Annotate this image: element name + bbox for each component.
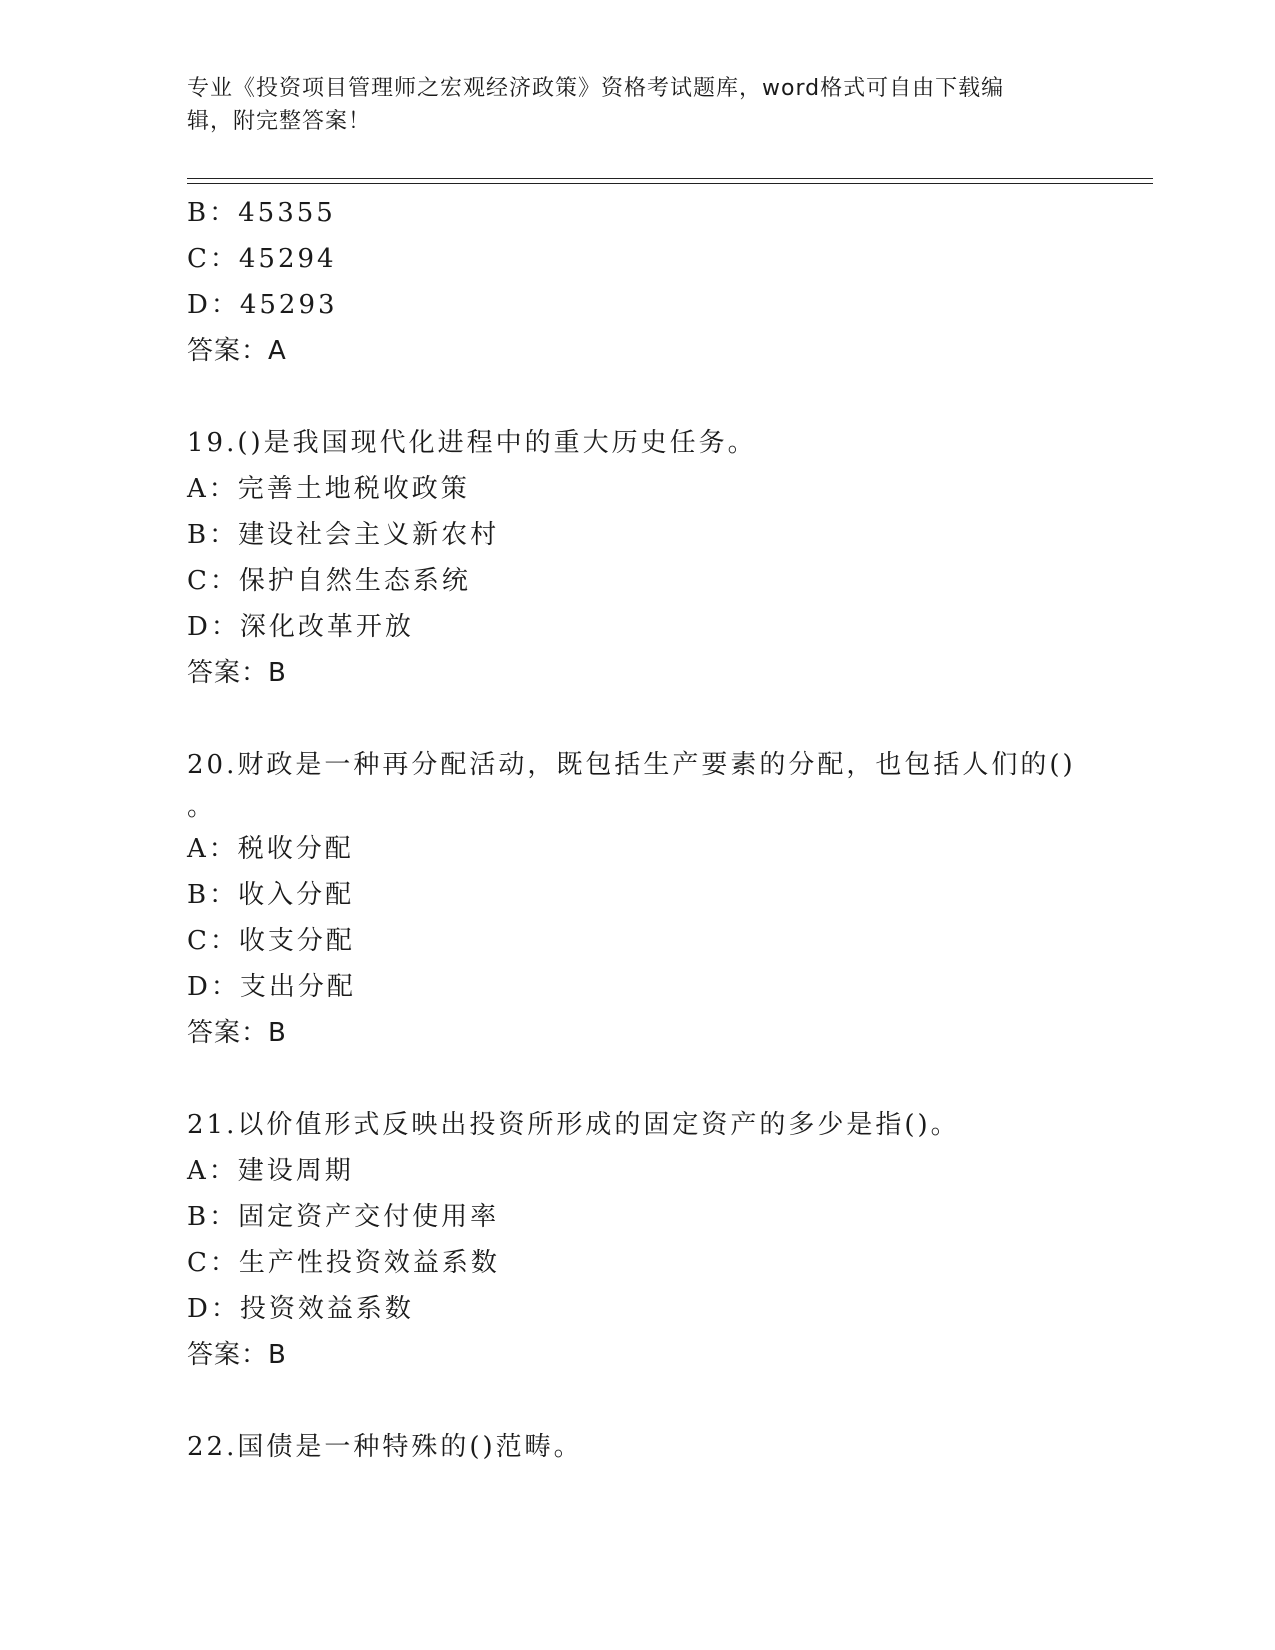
question-20 <box>187 742 1087 1056</box>
question-stem-tail: 。 <box>187 792 214 822</box>
header-divider-top <box>187 178 1153 179</box>
question-18-continuation <box>187 190 1087 374</box>
spacer <box>187 374 1087 420</box>
header-line-2: 辑，附完整答案！ <box>187 109 372 134</box>
document-header <box>187 72 1067 138</box>
option-b: B：45355 <box>187 198 336 228</box>
option-d: D：投资效益系数 <box>187 1294 414 1324</box>
answer-line: 答案：B <box>187 1340 287 1370</box>
option-a: A：完善土地税收政策 <box>187 474 470 504</box>
option-d: D：深化改革开放 <box>187 612 414 642</box>
option-c: C：保护自然生态系统 <box>187 566 471 596</box>
question-stem: 20.财政是一种再分配活动，既包括生产要素的分配，也包括人们的() <box>187 750 1076 780</box>
header-line-1: 专业《投资项目管理师之宏观经济政策》资格考试题库，word格式可自由下载编 <box>187 76 1005 101</box>
option-d: D：支出分配 <box>187 972 356 1002</box>
spacer <box>187 696 1087 742</box>
answer-line: 答案：A <box>187 336 287 366</box>
option-b: B：收入分配 <box>187 880 355 910</box>
option-b: B：建设社会主义新农村 <box>187 520 500 550</box>
option-a: A：税收分配 <box>187 834 354 864</box>
option-b: B：固定资产交付使用率 <box>187 1202 500 1232</box>
option-d: D：45293 <box>187 290 338 320</box>
answer-line: 答案：B <box>187 1018 287 1048</box>
option-c: C：45294 <box>187 244 337 274</box>
question-stem: 21.以价值形式反映出投资所形成的固定资产的多少是指()。 <box>187 1110 960 1140</box>
option-c: C：收支分配 <box>187 926 355 956</box>
question-21 <box>187 1102 1087 1378</box>
spacer <box>187 1378 1087 1424</box>
option-a: A：建设周期 <box>187 1156 354 1186</box>
question-content <box>187 190 1087 1470</box>
answer-line: 答案：B <box>187 658 287 688</box>
spacer <box>187 1056 1087 1102</box>
question-19 <box>187 420 1087 696</box>
question-stem: 22.国债是一种特殊的()范畴。 <box>187 1432 583 1462</box>
question-stem: 19.()是我国现代化进程中的重大历史任务。 <box>187 428 757 458</box>
question-22 <box>187 1424 1087 1470</box>
option-c: C：生产性投资效益系数 <box>187 1248 500 1278</box>
header-divider-bottom <box>187 183 1153 184</box>
